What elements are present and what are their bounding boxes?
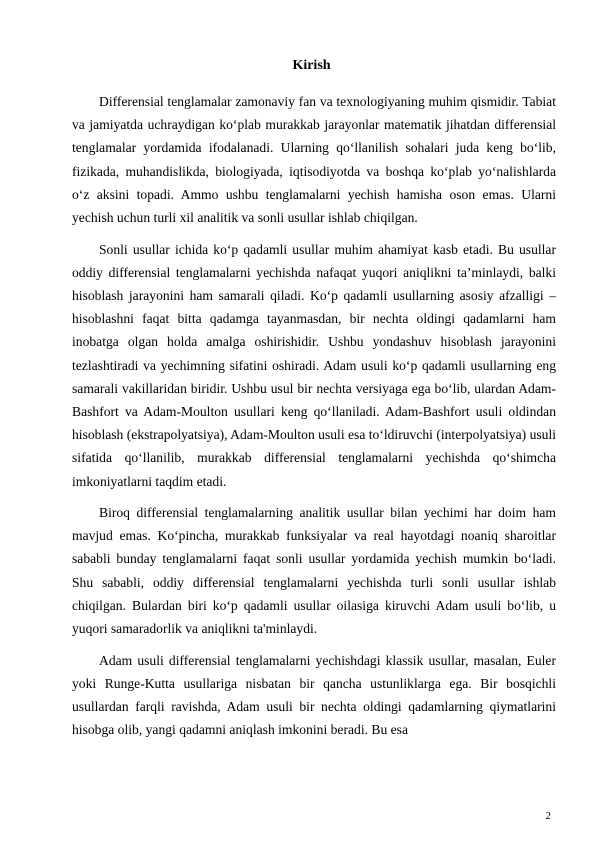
page-number: 2 <box>545 810 551 822</box>
paragraph-3: Biroq differensial tenglamalarning analitik usullar bilan yechimi har doim ham mavjud emas. Ko‘pincha, murakkab funksiyalar va real hayotdagi noaniq sharoitlar sababli bunday tenglamalarni faqat sonli usullar yordamida yechish mumkin bo‘ladi. Shu sababli, oddiy differensial tenglamalarni yechishda turli sonli usullar ishlab chiqilgan. Bulardan biri ko‘p qadamli usullar oilasiga kiruvchi Adam usuli bo‘lib, u yuqori samaradorlik va aniqlikni ta'minlaydi. <box>72 505 556 637</box>
body-text <box>72 90 556 750</box>
section-title: Kirish <box>292 58 331 73</box>
paragraph-4: Adam usuli differensial tenglamalarni yechishdagi klassik usullar, masalan, Euler yoki Runge-Kutta usullariga nisbatan bir qancha ustunliklarga ega. Bir bosqichli usullardan farqli ravishda, Adam usuli bir nechta oldingi qadamlarning qiymatlarini hisobga olib, yangi qadamni aniqlash imkonini beradi. Bu esa <box>72 652 556 738</box>
paragraph-2: Sonli usullar ichida ko‘p qadamli usullar muhim ahamiyat kasb etadi. Bu usullar oddiy differensial tenglamalarni yechishda nafaqat yuqori aniqlikni ta’minlaydi, balki hisoblash jarayonini ham samarali qiladi. Ko‘p qadamli usullarning asosiy afzalligi – hisoblashni faqat bitta qadamga tayanmasdan, bir nechta oldingi qadamlarni ham inobatga olgan holda amalga oshirishidir. Ushbu yondashuv hisoblash jarayonini tezlashtiradi va yechimning sifatini oshiradi. Adam usuli ko‘p qadamli usullarning eng samarali vakillaridan biridir. Ushbu usul bir nechta versiyaga ega bo‘lib, ulardan Adam-Bashfort va Adam-Moulton usullari keng qo‘llaniladi. Adam-Bashfort usuli oldindan hisoblash (ekstrapolyatsiya), Adam-Moulton usuli esa to‘ldiruvchi (interpolyatsiya) usuli sifatida qo‘llanilib, murakkab differensial tenglamalarni yechishda qo‘shimcha imkoniyatlarni taqdim etadi. <box>72 241 557 489</box>
paragraph-1: Differensial tenglamalar zamonaviy fan va texnologiyaning muhim qismidir. Tabiat va jamiyatda uchraydigan ko‘plab murakkab jarayonlar matematik jihatdan differensial tenglamalar yordamida ifodalanadi. Ularning qo‘llanilish sohalari juda keng bo‘lib, fizikada, muhandislikda, biologiyada, iqtisodiyotda va boshqa ko‘plab yo‘nalishlarda o‘z aksini topadi. Ammo ushbu tenglamalarni yechish hamisha oson emas. Ularni yechish uchun turli xil analitik va sonli usullar ishlab chiqilgan. <box>72 94 556 226</box>
